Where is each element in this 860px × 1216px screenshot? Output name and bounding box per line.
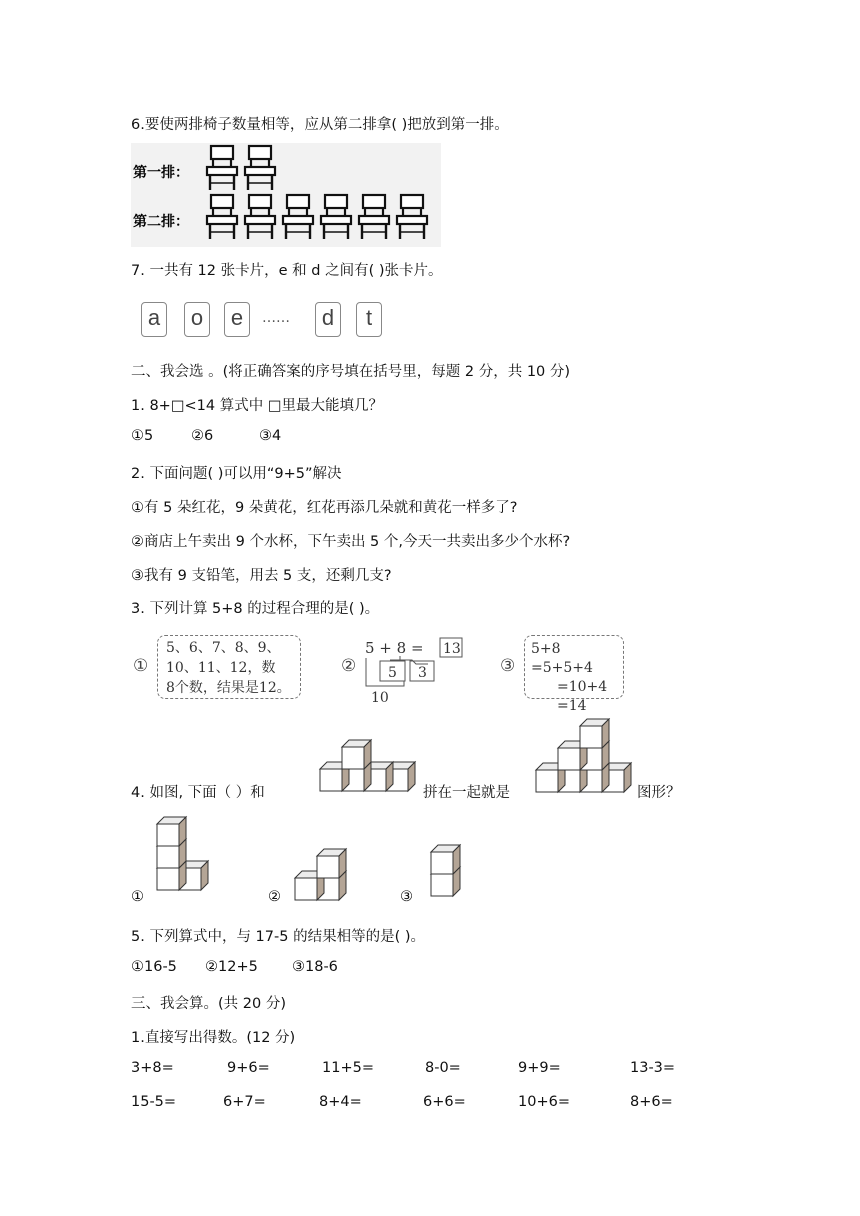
calc-item: 10+6= xyxy=(518,1094,570,1110)
cards-dots: …… xyxy=(262,310,290,326)
s2q5-options xyxy=(131,959,338,975)
opt1-line: 10、11、12，数 xyxy=(166,660,276,676)
q4-option2-shape xyxy=(293,846,355,902)
s2q3-opt1-mark: ① xyxy=(133,656,149,676)
s2q3-opt3-mark: ③ xyxy=(500,656,516,676)
s2q1-options xyxy=(131,428,281,444)
s2q2-text: 2. 下面问题( )可以用“9+5”解决 xyxy=(131,466,342,482)
q7-text: 7. 一共有 12 张卡片，e 和 d 之间有( )张卡片。 xyxy=(131,263,443,279)
cube xyxy=(157,817,186,846)
s2q2-option: ③我有 9 支铅笔，用去 5 支，还剩几支? xyxy=(131,568,392,584)
s2q1-text: 1. 8+□<14 算式中 □里最大能填几？ xyxy=(131,398,384,414)
row2-label: 第二排： xyxy=(133,214,189,230)
calc-row-1 xyxy=(131,1060,731,1080)
calc-item: 6+6= xyxy=(423,1094,466,1110)
calc-item: 9+6= xyxy=(227,1060,270,1076)
card-e: e xyxy=(224,302,250,337)
calc-item: 6+7= xyxy=(223,1094,266,1110)
opt3-line: =10+4 xyxy=(557,679,608,695)
calc-row-2 xyxy=(131,1094,731,1114)
section2-title: 二、我会选 。(将正确答案的序号填在括号里，每题 2 分，共 10 分) xyxy=(131,364,571,380)
card-o: o xyxy=(184,302,210,337)
chair-icon xyxy=(207,146,237,190)
s2q5-option: ②12+5 xyxy=(205,959,258,975)
chair-icon xyxy=(207,195,237,239)
s2q4-text-c: 图形？ xyxy=(637,785,681,801)
s2q1-option: ②6 xyxy=(191,428,214,444)
s2q1-option: ③4 xyxy=(259,428,282,444)
s2q4-text-b: 拼在一起就是 xyxy=(423,785,510,801)
q4-option3-shape xyxy=(429,842,469,898)
s2q5-text: 5. 下列算式中，与 17-5 的结果相等的是( )。 xyxy=(131,929,425,945)
card-t: t xyxy=(356,302,382,337)
cube xyxy=(342,740,371,769)
s2q2-option: ①有 5 朵红花，9 朵黄花，红花再添几朵就和黄花一样多了? xyxy=(131,500,518,516)
calc-item: 8-0= xyxy=(425,1060,461,1076)
card-a: a xyxy=(141,302,167,337)
q4-opt3-mark: ③ xyxy=(400,889,413,905)
calc-item: 9+9= xyxy=(518,1060,561,1076)
s2q5-option: ③18-6 xyxy=(292,959,338,975)
opt3-line: =14 xyxy=(557,698,587,714)
chair-icon xyxy=(321,195,351,239)
s2q3-opt3-box xyxy=(524,635,624,714)
row1-label: 第一排： xyxy=(133,165,189,181)
opt3-line: 5+8 =5+5+4 xyxy=(531,641,593,676)
calc-item: 11+5= xyxy=(322,1060,374,1076)
section3-sub: 1.直接写出得数。(12 分) xyxy=(131,1030,296,1046)
opt2-eq: 5 + 8 = xyxy=(365,639,424,657)
cube xyxy=(317,849,346,878)
s2q3-opt2-diagram xyxy=(360,634,470,706)
opt1-line: 5、6、7、8、9、 xyxy=(166,640,281,656)
calc-item: 13-3= xyxy=(630,1060,676,1076)
s2q4-text-a: 4. 如图, 下面（ ）和 xyxy=(131,785,265,801)
s2q3-opt2-mark: ② xyxy=(341,656,357,676)
calc-item: 3+8= xyxy=(131,1060,174,1076)
opt1-line: 8个数，结果是12。 xyxy=(166,680,291,696)
q4-option1-shape xyxy=(155,814,217,892)
opt2-result: 13 xyxy=(443,641,461,657)
chair-icon xyxy=(283,195,313,239)
calc-item: 8+6= xyxy=(630,1094,673,1110)
q4-shape-a xyxy=(318,733,422,793)
opt2-split-a: 5 xyxy=(388,665,397,681)
q4-opt1-mark: ① xyxy=(131,889,144,905)
s2q5-option: ①16-5 xyxy=(131,959,177,975)
cube xyxy=(580,719,609,748)
card-d: d xyxy=(315,302,341,337)
chairs-figure xyxy=(131,143,441,247)
s2q3-opt1-box xyxy=(157,635,301,699)
s2q1-option: ①5 xyxy=(131,428,154,444)
s2q2-option: ②商店上午卖出 9 个水杯，下午卖出 5 个,今天一共卖出多少个水杯? xyxy=(131,534,571,550)
calc-item: 8+4= xyxy=(319,1094,362,1110)
opt2-split-b: 3 xyxy=(418,665,427,681)
cube xyxy=(431,845,460,874)
calc-item: 15-5= xyxy=(131,1094,177,1110)
chair-icon xyxy=(245,195,275,239)
q6-text: 6.要使两排椅子数量相等，应从第二排拿( )把放到第一排。 xyxy=(131,117,509,133)
chair-icon xyxy=(397,195,427,239)
chair-icon xyxy=(359,195,389,239)
opt2-ten: 10 xyxy=(371,690,389,706)
chair-icon xyxy=(245,146,275,190)
s2q3-text: 3. 下列计算 5+8 的过程合理的是( )。 xyxy=(131,601,380,617)
section3-title: 三、我会算。(共 20 分) xyxy=(131,996,286,1012)
q4-opt2-mark: ② xyxy=(268,889,281,905)
q4-shape-result xyxy=(534,718,638,794)
